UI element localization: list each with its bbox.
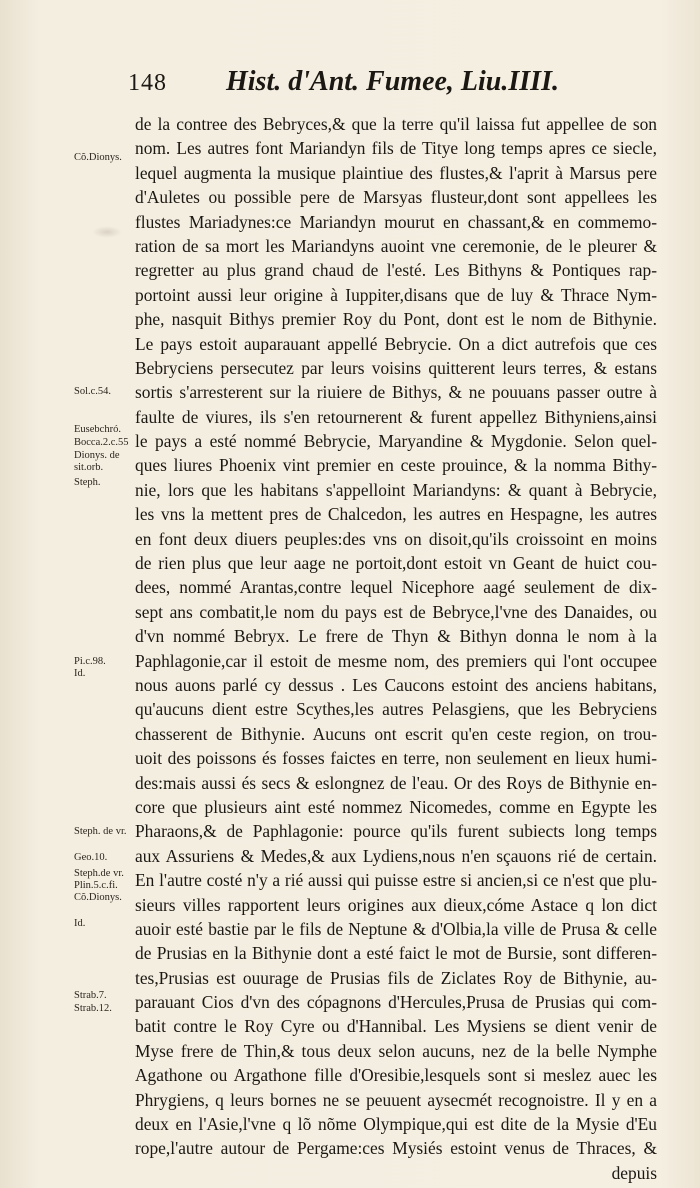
text-line: flustes Mariadynes:ce Mariandyn mourut en chassant,& en commemo- — [135, 211, 657, 232]
text-line: nie, lors que les habitans s'appelloint Mariandyns: & quant à Bebrycie, — [135, 479, 657, 500]
page-header — [128, 66, 588, 106]
text-line: portoint aussi leur origine à Iuppiter,disans que de luy & Thrace Nym- — [135, 284, 657, 305]
margin-note: Plin.5.c.fi. — [74, 880, 118, 891]
margin-note: Eusebchró. — [74, 424, 121, 435]
text-line: lequel augmenta la musique plaintiue des flustes,& l'aprit à Marsus pere — [135, 162, 657, 183]
margin-note: Steph. de vr. — [74, 826, 127, 837]
text-line: sieurs villes rapportent leurs origines aux dieux,cóme Astace q lon dict — [135, 894, 657, 915]
text-line: Myse frere de Thin,& tous deux selon aucuns, nez de la belle Nymphe — [135, 1040, 657, 1061]
text-line: Le pays estoit auparauant appellé Bebrycie. On a dict autrefois que ces — [135, 333, 657, 354]
text-line: Phrygiens, q leurs bornes ne se peuuent aysecmét recognoistre. Il y en a — [135, 1089, 657, 1110]
margin-note: Bocca.2.c.55 — [74, 437, 129, 448]
text-line: En l'autre costé n'y a rié aussi qui puisse estre si ancien,si ce n'est que plu- — [135, 870, 657, 891]
text-line: le pays a esté nommé Bebrycie, Maryandine & Mygdonie. Selon quel- — [135, 431, 657, 452]
text-line: core que plusieurs aint esté nommez Nicomedes, comme en Egypte les — [135, 796, 657, 817]
text-line: faulte de viures, ils s'en retournerent & furent appellez Bithyniens,ainsi — [135, 406, 657, 427]
text-line: tes,Prusias est ouurage de Prusias fils de Ziclates Roy de Bithynie, au- — [135, 967, 657, 988]
text-line: sortis s'arresterent sur la riuiere de Bithys, & ne pouuans passer outre à — [135, 382, 657, 403]
text-line: d'vn nommé Bebryx. Le frere de Thyn & Bithyn donna le nom à la — [135, 626, 657, 647]
margin-note: Sol.c.54. — [74, 386, 112, 397]
margin-note: Steph.de vr. — [74, 868, 124, 879]
margin-note: Strab.12. — [74, 1003, 112, 1014]
text-line: qu'aucuns dient estre Scythes,les autres Pelasgiens, que les Bebryciens — [135, 699, 657, 720]
catchword: depuis — [611, 1162, 657, 1183]
text-line: rope,l'autre autour de Pergame:ces Mysiés estoint venus de Thraces, & — [135, 1138, 657, 1159]
margin-note: Cõ.Dionys. — [74, 152, 122, 163]
text-line: phe, nasquit Bithys premier Roy du Pont, dont est le nom de Bithynie. — [135, 309, 657, 330]
margin-note: Id. — [74, 668, 86, 679]
text-line: ration de sa mort les Mariandyns auoint vne ceremonie, de le pleurer & — [135, 235, 657, 256]
body-text — [135, 112, 657, 1185]
text-line: les vns la mettent pres de Chalcedon, les autres en Hespagne, les autres — [135, 504, 657, 525]
text-line: auoir esté bastie par le fils de Neptune & d'Olbia,la ville de Prusa & celle — [135, 918, 657, 939]
text-line: chasserent de Bithynie. Aucuns ont escrit qu'en ceste region, on trou- — [135, 723, 657, 744]
text-line: deux en l'Asie,l'vne q lõ nõme Olympique,qui est dite de la Mysie d'Eu — [135, 1114, 657, 1135]
text-line: dees, nommé Arantas,contre lequel Nicephore aagé seulement de dix- — [135, 577, 657, 598]
ink-smudge — [92, 226, 122, 238]
text-line: Agathone ou Argathone fille d'Oresibie,lesquels sont si meslez auec les — [135, 1065, 657, 1086]
margin-note: Geo.10. — [74, 852, 108, 863]
margin-note: Pi.c.98. — [74, 656, 106, 667]
text-line: d'Auletes ou possible pere de Marsyas flusteur,dont sont appellees les — [135, 187, 657, 208]
text-line: uoit des poissons és fosses faictes en terre, non seulement en lieux humi- — [135, 748, 657, 769]
text-line: ques liures Phoenix vint premier en ceste prouince, & la nomma Bithy- — [135, 455, 657, 476]
text-line: des:mais aussi és secs & eslongnez de l'eau. Or des Roys de Bithynie en- — [135, 772, 657, 793]
running-title: Hist. d'Ant. Fumee, Liu.IIII. — [226, 66, 559, 97]
text-line: nous auons parlé cy dessus . Les Caucons estoint des anciens habitans, — [135, 674, 657, 695]
text-line: batit contre le Roy Cyre ou d'Hannibal. Les Mysiens se dient venir de — [135, 1016, 657, 1037]
text-line: Pharaons,& de Paphlagonie: pource qu'ils furent subiects long temps — [135, 821, 657, 842]
text-line: nom. Les autres font Mariandyn fils de Titye long temps apres ce siecle, — [135, 138, 657, 159]
text-line: de la contree des Bebryces,& que la terre qu'il laissa fut appellee de son — [135, 114, 657, 134]
text-line: de Prusias en la Bithynie dont a esté faict le mot de Bursie, sont differen- — [135, 943, 657, 964]
margin-note: sit.orb. — [74, 462, 104, 473]
margin-note: Steph. — [74, 477, 101, 488]
text-line: aux Assuriens & Medes,& aux Lydiens,nous n'en sçauons rié de certain. — [135, 845, 657, 866]
text-line: regretter au plus grand chaud de l'esté. Les Bithyns & Pontiques rap- — [135, 260, 657, 281]
text-line: Bebryciens persecutez par leurs voisins quitterent leurs terres, & estans — [135, 357, 657, 378]
page-number: 148 — [128, 70, 167, 96]
margin-note: Cõ.Dionys. — [74, 892, 122, 903]
margin-note: Id. — [74, 918, 86, 929]
margin-note: Dionys. de — [74, 450, 120, 461]
text-line: sept ans combatit,le nom du pays est de Bebryce,l'vne des Danaides, ou — [135, 601, 657, 622]
text-line: en font deux diuers peuples:des vns on disoit,qu'ils croissoint en moins — [135, 528, 657, 549]
text-line: parauant Cios d'vn des cópagnons d'Hercules,Prusa de Prusias qui com- — [135, 992, 657, 1013]
margin-note: Strab.7. — [74, 990, 107, 1001]
text-line: de rien plus que leur aage ne portoit,dont estoit vn Geant de huict cou- — [135, 553, 657, 574]
text-line: Paphlagonie,car il estoit de mesme nom, des premiers qui l'ont occupee — [135, 650, 657, 671]
